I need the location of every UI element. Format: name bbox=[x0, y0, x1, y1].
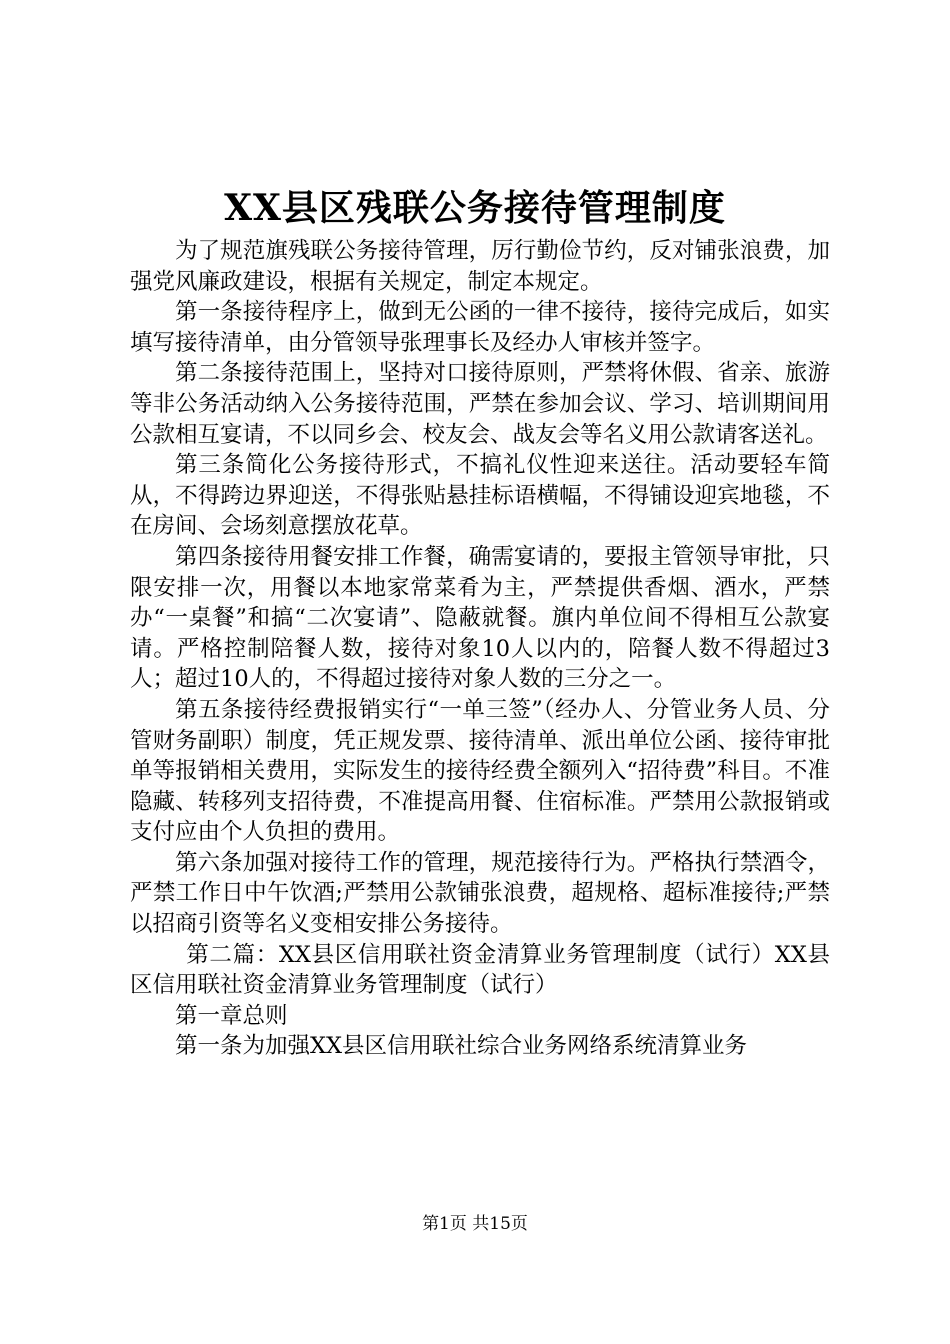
paragraph-part-two-heading: 第二篇：XX县区信用联社资金清算业务管理制度（试行）XX县区信用联社资金清算业务管理制度（试行） bbox=[130, 941, 830, 999]
paragraph-article-4: 第四条接待用餐安排工作餐，确需宴请的，要报主管领导审批，只限安排一次，用餐以本地家常菜肴为主，严禁提供香烟、酒水，严禁办“一桌餐”和搞“二次宴请”、隐蔽就餐。旗内单位间不得相互公款宴请。严格控制陪餐人数，接待对象10人以内的，陪餐人数不得超过3人；超过10人的，不得超过接待对象人数的三分之一。 bbox=[130, 543, 830, 693]
paragraph-chapter-heading: 第一章总则 bbox=[175, 1002, 288, 1029]
paragraph-article-5: 第五条接待经费报销实行“一单三签”（经办人、分管业务人员、分管财务副职）制度，凭正规发票、接待清单、派出单位公函、接待审批单等报销相关费用，实际发生的接待经费全额列入“招待费”科目。不准隐藏、转移列支招待费，不准提高用餐、住宿标准。严禁用公款报销或支付应由个人负担的费用。 bbox=[130, 696, 830, 846]
document-body bbox=[130, 236, 830, 1062]
paragraph-article-1: 第一条接待程序上，做到无公函的一律不接待，接待完成后，如实填写接待清单，由分管领导张理事长及经办人审核并签字。 bbox=[130, 299, 830, 356]
paragraph-article-2: 第二条接待范围上，坚持对口接待原则，严禁将休假、省亲、旅游等非公务活动纳入公务接待范围，严禁在参加会议、学习、培训期间用公款相互宴请，不以同乡会、校友会、战友会等名义用公款请客送礼。 bbox=[130, 360, 830, 448]
paragraph-chapter-article-1: 第一条为加强XX县区信用联社综合业务网络系统清算业务 bbox=[175, 1033, 748, 1060]
page-number-footer: 第1页 共15页 bbox=[422, 1214, 528, 1234]
document-title: XX县区残联公务接待管理制度 bbox=[224, 187, 726, 229]
paragraph-article-3: 第三条简化公务接待形式，不搞礼仪性迎来送往。活动要轻车简从，不得跨边界迎送，不得张贴悬挂标语横幅，不得铺设迎宾地毯，不在房间、会场刻意摆放花草。 bbox=[130, 452, 830, 540]
paragraph-intro: 为了规范旗残联公务接待管理，厉行勤俭节约，反对铺张浪费，加强党风廉政建设，根据有关规定，制定本规定。 bbox=[130, 238, 830, 295]
paragraph-article-6: 第六条加强对接待工作的管理，规范接待行为。严格执行禁酒令，严禁工作日中午饮酒;严禁用公款铺张浪费，超规格、超标准接待;严禁以招商引资等名义变相安排公务接待。 bbox=[130, 849, 830, 938]
